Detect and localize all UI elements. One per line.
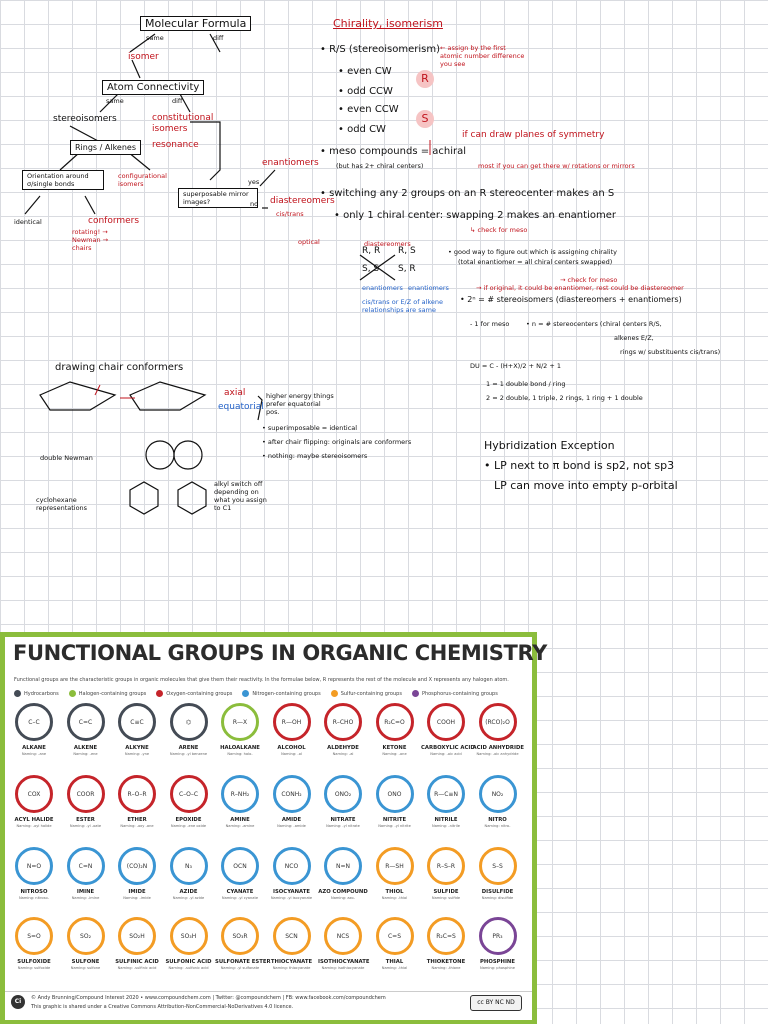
functional-group-epoxide (164, 775, 214, 828)
atom-connectivity-box: Atom Connectivity (102, 80, 204, 95)
label-identical: identical (14, 218, 42, 226)
structure-ring-icon: R–O–R (118, 775, 156, 813)
group-name: NITROSO (20, 889, 48, 895)
group-naming: Naming: -imide (123, 896, 151, 900)
structure-ring-icon: COX (15, 775, 53, 813)
structure-ring-icon: R₂C=O (376, 703, 414, 741)
energy-note: higher energy things prefer equatorial pos. (266, 392, 334, 416)
footer-licence: This graphic is shared under a Creative Commons Attribution-NonCommercial-NoDerivatives 4.0 licence. (31, 1004, 294, 1010)
structure-ring-icon: R–S–R (427, 847, 465, 885)
group-name: IMIDE (128, 889, 146, 895)
group-naming: Naming: -yne (124, 752, 150, 756)
good-way-2: (total enantiomer = all chiral centers swapped) (458, 258, 613, 266)
check-meso-2: → check for meso (560, 276, 618, 284)
functional-group-ester (61, 775, 111, 828)
functional-group-acyl-halide (9, 775, 59, 828)
functional-group-nitroso (9, 847, 59, 900)
group-name: HALOALKANE (220, 745, 260, 751)
poster-legend (14, 690, 498, 697)
structure-ring-icon: ONO₂ (324, 775, 362, 813)
functional-group-sulfonate-ester (215, 917, 271, 970)
structure-ring-icon: R—SH (376, 847, 414, 885)
hybrid-1: • LP next to π bond is sp2, not sp3 (484, 459, 675, 472)
structure-ring-icon: R—X (221, 703, 259, 741)
structure-ring-icon: S=O (15, 917, 53, 955)
legend-label: Sulfur-containing groups (340, 691, 402, 697)
group-naming: Naming: -ene oxide (170, 824, 207, 828)
functional-group-nitro (473, 775, 523, 828)
structure-ring-icon: SO₂ (67, 917, 105, 955)
functional-group-isothiocyanate (318, 917, 368, 970)
superposable-box: superposable mirror images? (178, 188, 258, 208)
odd-cw: • odd CW (338, 124, 386, 135)
label-isomer: isomer (128, 52, 159, 62)
if-original: → if original, it could be enantiomer, rest could be diastereomer (476, 284, 684, 292)
group-name: THIOKETONE (426, 959, 466, 965)
structure-ring-icon: N=N (324, 847, 362, 885)
group-naming: Naming: -amide (277, 824, 306, 828)
structure-ring-icon: R–CHO (324, 703, 362, 741)
structure-ring-icon: SO₂H (118, 917, 156, 955)
group-name: SULFIDE (433, 889, 459, 895)
group-name: CARBOXYLIC ACID (421, 745, 475, 751)
structure-ring-icon: ⌬ (170, 703, 208, 741)
group-naming: Naming: -ol (281, 752, 302, 756)
label-conformers: conformers (88, 216, 140, 226)
group-naming: Naming: -one (382, 752, 407, 756)
structure-ring-icon: C=N (67, 847, 105, 885)
alkyl-note: alkyl switch off depending on what you assign to C1 (214, 480, 267, 512)
functional-group-ketone (370, 703, 420, 756)
legend-label: Hydrocarbons (24, 691, 59, 697)
legend-label: Nitrogen-containing groups (252, 691, 321, 697)
group-name: ISOCYANATE (273, 889, 310, 895)
molecular-formula-box: Molecular Formula (140, 16, 251, 31)
group-naming: Naming: sulfone (70, 966, 101, 970)
label-yes: yes (248, 178, 260, 186)
group-name: SULFOXIDE (17, 959, 51, 965)
group-name: ISOTHIOCYANATE (318, 959, 370, 965)
cis-trans-right: cis/trans or E/Z of alkene relationships are same (362, 298, 444, 314)
functional-group-thiol (370, 847, 420, 900)
group-naming: Naming: -yl nitrite (378, 824, 411, 828)
group-name: SULFINIC ACID (115, 959, 159, 965)
legend-label: Oxygen-containing groups (166, 691, 233, 697)
structure-ring-icon: NO₂ (479, 775, 517, 813)
structure-ring-icon: C=S (376, 917, 414, 955)
group-naming: Naming: -nitrile (432, 824, 460, 828)
group-naming: Naming: -al (332, 752, 354, 756)
functional-group-alkyne (112, 703, 162, 756)
structure-ring-icon: (RCO)₂O (479, 703, 517, 741)
group-naming: Naming: -imine (71, 896, 100, 900)
planes-note: if can draw planes of symmetry (462, 130, 605, 140)
enantiomers-left-mark: enantiomers (362, 284, 403, 292)
s-mark: S (416, 110, 434, 128)
creative-commons-badge: cc BY NC ND (470, 995, 522, 1011)
functional-group-ether (112, 775, 162, 828)
functional-group-nitrate (318, 775, 368, 828)
group-name: ESTER (76, 817, 95, 823)
compound-interest-logo: Ci (11, 995, 25, 1009)
legend-item (69, 690, 147, 697)
r-mark: R (416, 70, 434, 88)
structure-ring-icon: R—OH (273, 703, 311, 741)
structure-ring-icon: C=C (67, 703, 105, 741)
group-name: ALKENE (73, 745, 98, 751)
functional-group-thial (370, 917, 420, 970)
group-name: PHOSPHINE (480, 959, 515, 965)
functional-group-aldehyde (318, 703, 368, 756)
rs-pair: R, S (398, 246, 416, 256)
label-conformers-note: rotating! → Newman → chairs (72, 228, 109, 252)
rings-line: rings w/ substituents cis/trans) (620, 348, 721, 356)
functional-group-thioketone (421, 917, 471, 970)
alkenes-line: alkenes E/Z, (614, 334, 654, 342)
functional-group-imine (61, 847, 111, 900)
only1-line: • only 1 chiral center: swapping 2 makes an enantiomer (334, 210, 616, 221)
double-newman-label: double Newman (40, 454, 93, 462)
group-name: ALKANE (22, 745, 46, 751)
structure-ring-icon: COOH (427, 703, 465, 741)
structure-ring-icon: R₂C=S (427, 917, 465, 955)
functional-groups-poster (0, 632, 547, 1024)
structure-ring-icon: (CO)₂N (118, 847, 156, 885)
label-diff-2: diff (172, 97, 183, 105)
meso-note: (but has 2+ chiral centers) (336, 162, 424, 170)
legend-dot-icon (242, 690, 249, 697)
functional-group-sulfoxide (9, 917, 59, 970)
group-naming: Naming: -yl -oate (69, 824, 102, 828)
group-name: AZIDE (179, 889, 198, 895)
label-cis-trans-left: cis/trans (276, 210, 304, 218)
functional-group-acid-anhydride (473, 703, 523, 756)
functional-group-haloalkane (215, 703, 265, 756)
meso-minus: - 1 for meso (470, 320, 510, 328)
structure-ring-icon: COOR (67, 775, 105, 813)
legend-dot-icon (331, 690, 338, 697)
group-name: NITRO (488, 817, 507, 823)
group-name: SULFONE (71, 959, 100, 965)
orientation-box: Orientation around σ/single bonds (22, 170, 104, 190)
functional-group-arene (164, 703, 214, 756)
legend-item (242, 690, 320, 697)
structure-ring-icon: PR₃ (479, 917, 517, 955)
group-name: NITRITE (382, 817, 407, 823)
du-formula: DU = C - (H+X)/2 + N/2 + 1 (470, 362, 562, 370)
structure-ring-icon: ONO (376, 775, 414, 813)
group-naming: Naming: nitroso- (18, 896, 50, 900)
group-name: ALDEHYDE (327, 745, 359, 751)
group-name: DISULFIDE (481, 889, 514, 895)
group-name: ALKYNE (125, 745, 149, 751)
functional-group-isocyanate (267, 847, 317, 900)
group-naming: Naming: -ene (73, 752, 98, 756)
structure-ring-icon: C–O–C (170, 775, 208, 813)
label-diff-1: diff (213, 34, 224, 42)
legend-dot-icon (412, 690, 419, 697)
functional-group-alcohol (267, 703, 317, 756)
group-naming: Naming: -sulfinic acid (117, 966, 157, 970)
ss: S, S (362, 264, 380, 274)
group-naming: Naming: -oic acid (430, 752, 462, 756)
label-enantiomers-left: enantiomers (262, 158, 319, 168)
structure-ring-icon: OCN (221, 847, 259, 885)
group-naming: Naming: thiocyanate (272, 966, 311, 970)
structure-ring-icon: R—C≡N (427, 775, 465, 813)
functional-group-sulfonic-acid (164, 917, 214, 970)
functional-group-cyanate (215, 847, 265, 900)
group-naming: Naming: -oxy -ane (120, 824, 154, 828)
structure-ring-icon: NCO (273, 847, 311, 885)
functional-group-amine (215, 775, 265, 828)
footer-credit: © Andy Brunning/Compound Interest 2020 • www.compoundchem.com | Twitter: @compoundchem | FB: www.facebook.com/compoundchem (31, 995, 386, 1001)
structure-ring-icon: N=O (15, 847, 53, 885)
group-name: ARENE (178, 745, 199, 751)
label-configurational-isomers: configurational isomers (118, 172, 167, 188)
structure-ring-icon: SO₃R (221, 917, 259, 955)
structure-ring-icon: C≡C (118, 703, 156, 741)
du-1: 1 = 1 double bond / ring (486, 380, 566, 388)
legend-item (156, 690, 232, 697)
hybrid-heading: Hybridization Exception (484, 439, 615, 452)
rs-line: • R/S (stereoisomerism) (320, 44, 441, 55)
hybrid-2: LP can move into empty p-orbital (494, 479, 678, 492)
group-naming: Naming: phosphine (480, 966, 515, 970)
rings-alkenes-box: Rings / Alkenes (70, 140, 141, 155)
group-naming: Naming: -sulfonic acid (168, 966, 209, 970)
two-n: • 2ⁿ = # stereoisomers (diastereomers + enantiomers) (460, 295, 682, 304)
group-naming: Naming: -yl benzene (169, 752, 208, 756)
group-naming: Naming: nitro- (484, 824, 511, 828)
group-naming: Naming: -oyl halide (16, 824, 52, 828)
structure-ring-icon: S–S (479, 847, 517, 885)
structure-ring-icon: N₃ (170, 847, 208, 885)
legend-item (412, 690, 498, 697)
label-no: no (250, 200, 259, 208)
legend-dot-icon (14, 690, 21, 697)
functional-group-alkene (61, 703, 111, 756)
group-naming: Naming: -yl nitrate (326, 824, 360, 828)
good-way: • good way to figure out which is assigning chirality (448, 248, 617, 256)
legend-label: Halogen-containing groups (78, 691, 147, 697)
group-name: IMINE (76, 889, 95, 895)
functional-group-azide (164, 847, 214, 900)
group-naming: Naming: -thial (381, 966, 408, 970)
group-name: CYANATE (226, 889, 254, 895)
group-name: ACID ANHYDRIDE (472, 745, 524, 751)
label-diastereomers-left: diastereomers (270, 196, 335, 206)
group-name: AZO COMPOUND (318, 889, 368, 895)
group-naming: Naming: -yl isocyanate (270, 896, 313, 900)
chair-heading: drawing chair conformers (55, 362, 184, 373)
structure-ring-icon: SO₃H (170, 917, 208, 955)
chirality-heading: Chirality, isomerism (333, 17, 443, 30)
diastereomers-right: diastereomers (364, 240, 411, 248)
label-stereoisomers: stereoisomers (53, 114, 117, 124)
meso-line: • meso compounds = achiral (320, 146, 467, 157)
label-optical: optical (298, 238, 320, 246)
group-naming: Naming: -amine (225, 824, 255, 828)
functional-group-carboxylic-acid (421, 703, 475, 756)
check-meso: ↳ check for meso (470, 226, 528, 234)
group-name: THIAL (385, 959, 404, 965)
functional-group-thiocyanate (267, 917, 317, 970)
group-name: AMIDE (281, 817, 302, 823)
legend-item (14, 690, 59, 697)
after-flip-note: • after chair flipping: originals are conformers (262, 438, 412, 446)
enantiomers-right-mark: enantiomers (408, 284, 449, 292)
group-naming: Naming: sulfide (431, 896, 461, 900)
group-name: THIOL (385, 889, 404, 895)
label-constitutional-isomers: constitutional isomers (152, 113, 214, 134)
functional-group-alkane (9, 703, 59, 756)
functional-group-imide (112, 847, 162, 900)
group-naming: Naming: disulfide (481, 896, 514, 900)
poster-intro: Functional groups are the characteristic groups in organic molecules that give them their reactivity. In the formulae below, R represents the rest of the molecule and X represents any halogen atom. (14, 677, 509, 683)
even-cw: • even CW (338, 66, 392, 77)
poster-title: FUNCTIONAL GROUPS IN ORGANIC CHEMISTRY (13, 641, 547, 665)
group-naming: Naming: -oic anhydride (476, 752, 519, 756)
functional-group-disulfide (473, 847, 523, 900)
functional-group-azo-compound (318, 847, 368, 900)
structure-ring-icon: NCS (324, 917, 362, 955)
rr: R, R (362, 246, 381, 256)
structure-ring-icon: R–NH₂ (221, 775, 259, 813)
group-naming: Naming: -ane (21, 752, 47, 756)
group-naming: Naming: -thiol (381, 896, 408, 900)
switching-line: • switching any 2 groups on an R stereocenter makes an S (320, 188, 615, 199)
equatorial-label: equatorial (218, 402, 264, 412)
superimposable-note: • superimposable = identical (262, 424, 358, 432)
structure-ring-icon: SCN (273, 917, 311, 955)
structure-ring-icon: C–C (15, 703, 53, 741)
label-same-2: same (106, 97, 124, 105)
n-def: • n = # stereocenters (chiral centers R/S, (526, 320, 662, 328)
group-naming: Naming: azo- (331, 896, 355, 900)
group-name: EPOXIDE (175, 817, 202, 823)
structure-ring-icon: CONH₂ (273, 775, 311, 813)
group-name: ACYL HALIDE (14, 817, 54, 823)
even-ccw: • even CCW (338, 104, 399, 115)
group-naming: Naming: -yl azide (172, 896, 205, 900)
functional-group-sulfide (421, 847, 471, 900)
rs-note: ← assign by the first atomic number difference you see (440, 44, 525, 68)
functional-group-amide (267, 775, 317, 828)
cyclohexane-label: cyclohexane representations (36, 496, 88, 512)
legend-label: Phosphorus-containing groups (421, 691, 498, 697)
functional-group-sulfinic-acid (112, 917, 162, 970)
group-name: SULFONATE ESTER (215, 959, 271, 965)
group-name: SULFONIC ACID (165, 959, 212, 965)
label-resonance: resonance (152, 140, 199, 150)
poster-content (5, 637, 547, 1019)
group-name: ALCOHOL (277, 745, 306, 751)
poster-footer (5, 991, 532, 1020)
group-naming: Naming: -yl sulfonate (220, 966, 260, 970)
group-name: KETONE (382, 745, 407, 751)
legend-dot-icon (156, 690, 163, 697)
sr: S, R (398, 264, 416, 274)
group-naming: Naming: sulfoxide (17, 966, 51, 970)
group-name: NITRATE (330, 817, 356, 823)
group-name: THIOCYANATE (270, 959, 313, 965)
group-naming: Naming: -thione (431, 966, 461, 970)
label-same-1: same (146, 34, 164, 42)
legend-item (331, 690, 402, 697)
nothing-note: • nothing: maybe stereoisomers (262, 452, 368, 460)
group-naming: Naming: isothiocyanate (321, 966, 365, 970)
group-name: ETHER (127, 817, 147, 823)
functional-group-nitrite (370, 775, 420, 828)
functional-group-phosphine (473, 917, 523, 970)
du-2: 2 = 2 double, 1 triple, 2 rings, 1 ring + 1 double (486, 394, 643, 402)
odd-ccw: • odd CCW (338, 86, 393, 97)
functional-group-nitrile (421, 775, 471, 828)
group-naming: Naming: -yl cyanate (221, 896, 259, 900)
legend-dot-icon (69, 690, 76, 697)
functional-group-sulfone (61, 917, 111, 970)
group-name: AMINE (230, 817, 250, 823)
group-naming: Naming: halo- (227, 752, 253, 756)
most-if-note: most if you can get there w/ rotations or mirrors (478, 162, 635, 170)
group-name: NITRILE (434, 817, 458, 823)
axial-label: axial (224, 388, 246, 398)
